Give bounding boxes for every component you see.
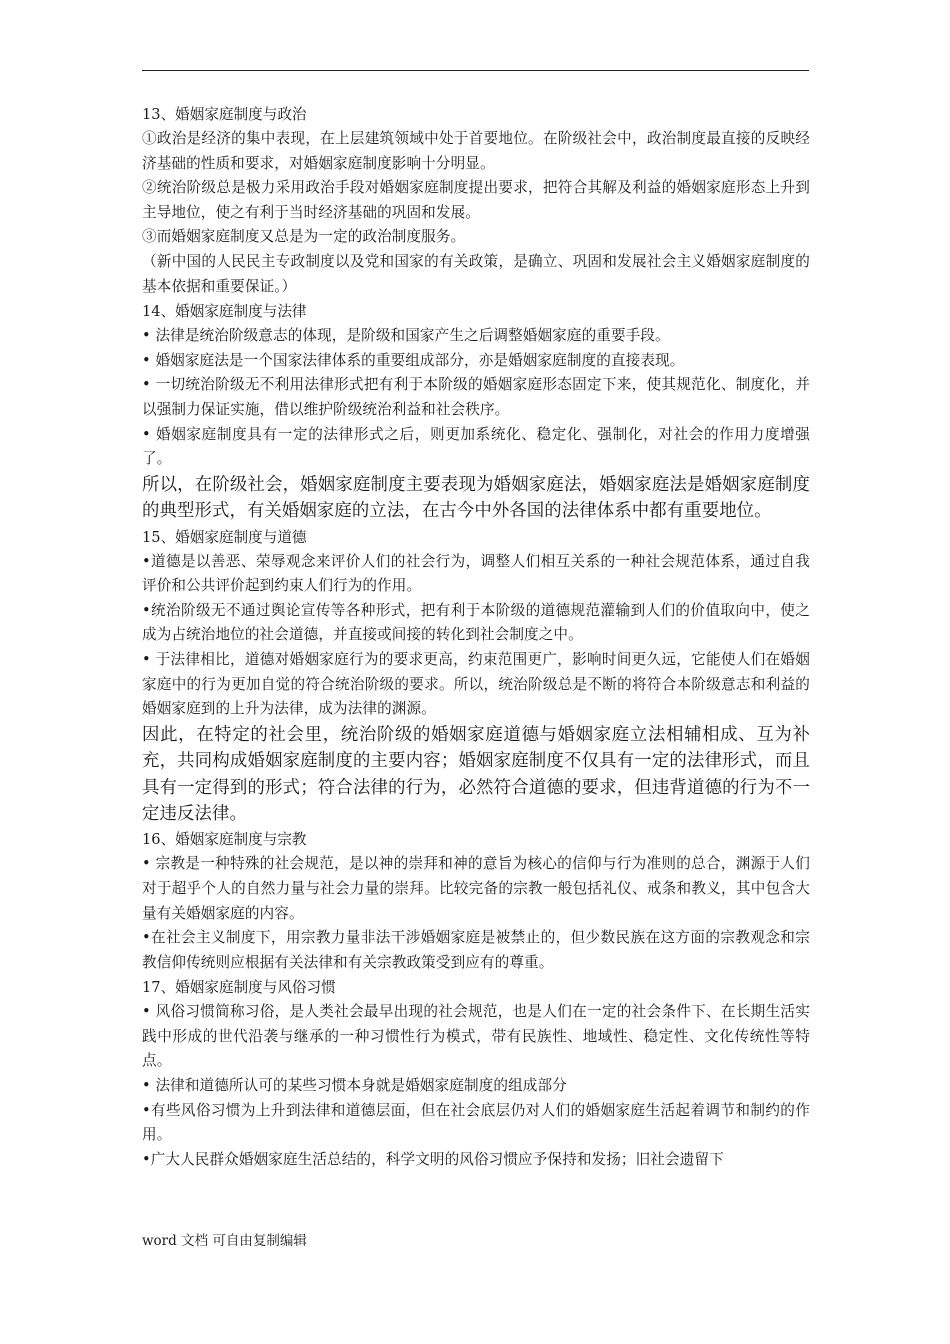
- bullet-paragraph: • 于法律相比，道德对婚姻家庭行为的要求更高，约束范围更广，影响时间更久远，它能使人们在婚姻家庭中的行为更加自觉的符合统治阶级的要求。所以，统治阶级总是不断的将符合本阶级意志和利益的婚姻家庭到的上升为法律，成为法律的渊源。: [142, 650, 810, 718]
- paragraph: （新中国的人民民主专政制度以及党和国家的有关政策，是确立、巩固和发展社会主义婚姻家庭制度的基本依据和重要保证。）: [142, 252, 810, 295]
- bullet-paragraph: •道德是以善恶、荣辱观念来评价人们的社会行为，调整人们相互关系的一种社会规范体系，通过自我评价和公共评价起到约束人们行为的作用。: [142, 552, 810, 595]
- paragraph: ③而婚姻家庭制度又总是为一定的政治制度服务。: [142, 228, 466, 246]
- bullet-paragraph: • 宗教是一种特殊的社会规范，是以神的崇拜和神的意旨为核心的信仰与行为准则的总合，渊源于人们对于超乎个人的自然力量与社会力量的崇拜。比较完备的宗教一般包括礼仪、戒条和教义，其中包含大量有关婚姻家庭的内容。: [142, 855, 810, 922]
- bullet-paragraph: • 风俗习惯简称习俗，是人类社会最早出现的社会规范，也是人们在一定的社会条件下、在长期生活实践中形成的世代沿袭与继承的一种习惯性行为模式，带有民族性、地域性、稳定性、文化传统性等特点。: [142, 1003, 810, 1070]
- page-footer: word 文档 可自由复制编辑: [142, 1233, 307, 1249]
- bullet-paragraph: • 婚姻家庭法是一个国家法律体系的重要组成部分，亦是婚姻家庭制度的直接表现。: [142, 351, 685, 369]
- section-15: [142, 525, 810, 828]
- bullet-paragraph: • 婚姻家庭制度具有一定的法律形式之后，则更加系统化、稳定化、强制化，对社会的作用力度增强了。: [142, 425, 810, 468]
- paragraph: ②统治阶级总是极力采用政治手段对婚姻家庭制度提出要求，把符合其解及利益的婚姻家庭形态上升到主导地位，使之有利于当时经济基础的巩固和发展。: [142, 179, 810, 221]
- paragraph: ①政治是经济的集中表现，在上层建筑领域中处于首要地位。在阶级社会中，政治制度最直接的反映经济基础的性质和要求，对婚姻家庭制度影响十分明显。: [142, 130, 810, 172]
- section-heading: 13、婚姻家庭制度与政治: [142, 106, 307, 123]
- bullet-paragraph: • 一切统治阶级无不利用法律形式把有利于本阶级的婚姻家庭形态固定下来，使其规范化、制度化，并以强制力保证实施，借以维护阶级统治利益和社会秩序。: [142, 376, 810, 418]
- bullet-paragraph: •广大人民群众婚姻家庭生活总结的，科学文明的风俗习惯应予保持和发扬；旧社会遗留下: [142, 1150, 724, 1168]
- section-13: [142, 102, 810, 299]
- section-17: [142, 975, 810, 1172]
- section-heading: 16、婚姻家庭制度与宗教: [142, 831, 307, 849]
- bullet-paragraph: •在社会主义制度下，用宗教力量非法干涉婚姻家庭是被禁止的，但少数民族在这方面的宗教观念和宗教信仰传统则应根据有关法律和有关宗教政策受到应有的尊重。: [142, 929, 810, 971]
- bullet-paragraph: •统治阶级无不通过舆论宣传等各种形式，把有利于本阶级的道德规范灌输到人们的价值取向中，使之成为占统治地位的社会道德，并直接或间接的转化到社会制度之中。: [142, 601, 810, 644]
- summary-paragraph: 所以，在阶级社会，婚姻家庭制度主要表现为婚姻家庭法，婚姻家庭法是婚姻家庭制度的典型形式，有关婚姻家庭的立法，在古今中外各国的法律体系中都有重要地位。: [142, 474, 810, 522]
- document-body: [142, 102, 810, 1172]
- header-rule: [142, 70, 809, 71]
- section-heading: 14、婚姻家庭制度与法律: [142, 303, 307, 321]
- section-heading: 15、婚姻家庭制度与道德: [142, 528, 307, 546]
- section-16: [142, 827, 810, 975]
- section-heading: 17、婚姻家庭制度与风俗习惯: [142, 979, 336, 997]
- summary-paragraph: 因此，在特定的社会里，统治阶级的婚姻家庭道德与婚姻家庭立法相辅相成、互为补充，共同构成婚姻家庭制度的主要内容；婚姻家庭制度不仅具有一定的法律形式，而且具有一定得到的形式；符合法律的行为，必然符合道德的要求，但违背道德的行为不一定违反法律。: [142, 724, 810, 824]
- bullet-paragraph: •有些风俗习惯为上升到法律和道德层面，但在社会底层仍对人们的婚姻家庭生活起着调节和制约的作用。: [142, 1101, 810, 1144]
- section-14: [142, 299, 810, 524]
- bullet-paragraph: • 法律和道德所认可的某些习惯本身就是婚姻家庭制度的组成部分: [142, 1077, 567, 1095]
- bullet-paragraph: • 法律是统治阶级意志的体现，是阶级和国家产生之后调整婚姻家庭的重要手段。: [142, 327, 670, 345]
